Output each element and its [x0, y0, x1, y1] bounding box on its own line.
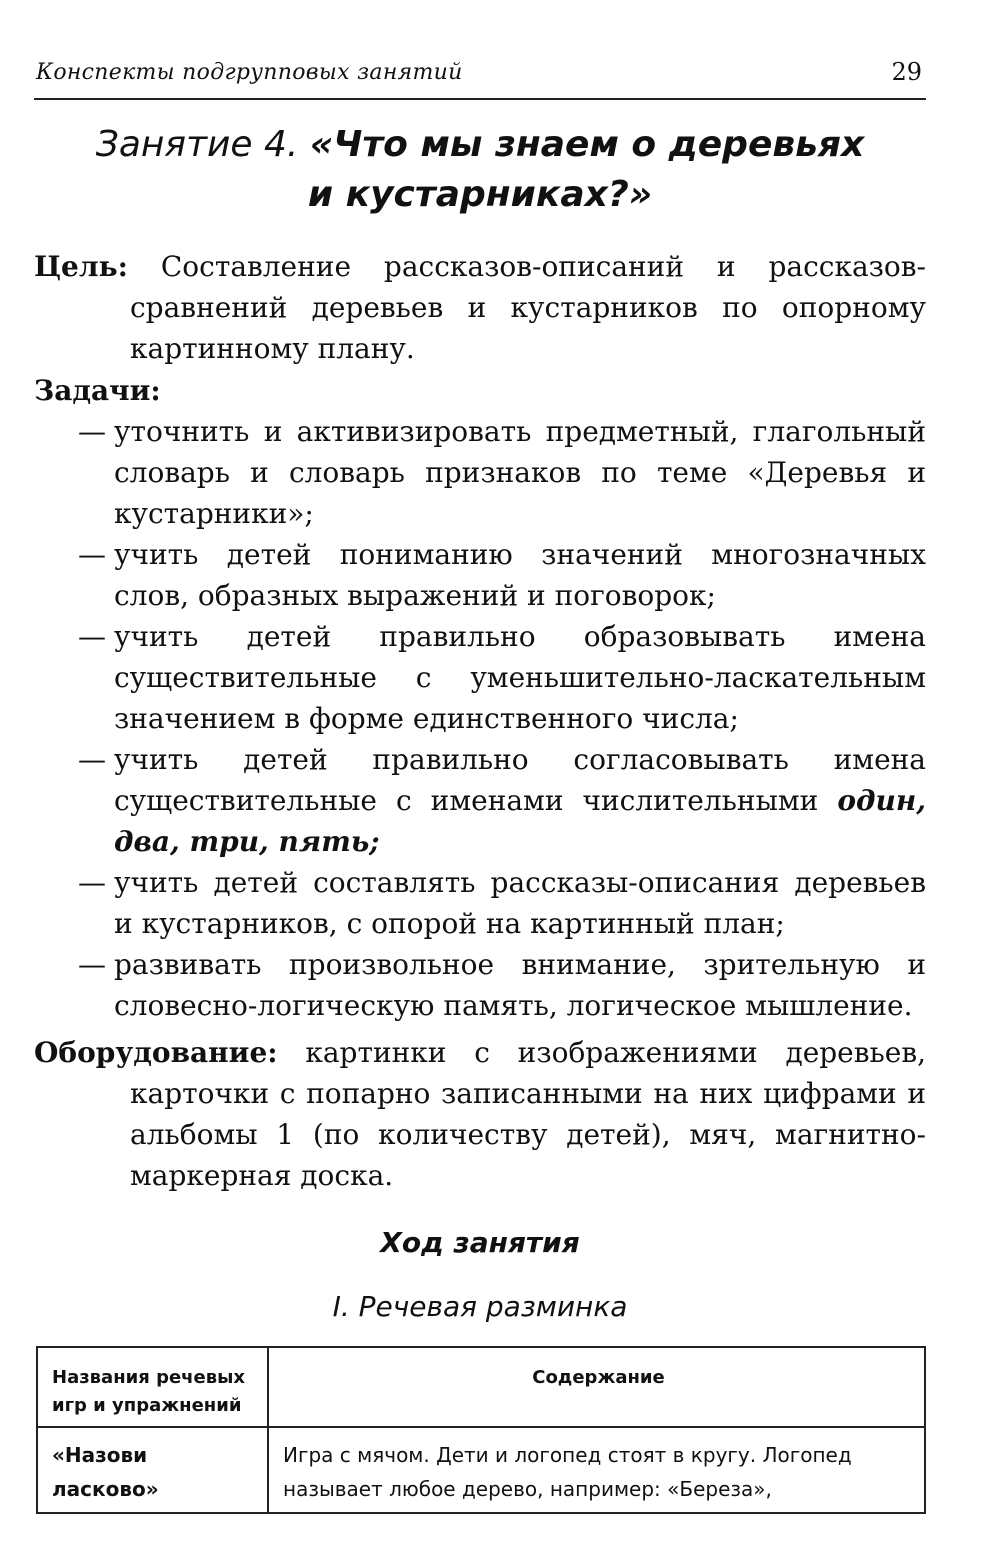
- game-content-cell: Игра с мячом. Дети и логопед стоят в кругу. Логопед называет любое дерево, например: «Береза»,: [268, 1427, 925, 1513]
- running-header: [34, 56, 926, 100]
- table-row: [37, 1427, 925, 1513]
- dash-mark: —: [78, 538, 106, 571]
- task-list: [34, 411, 926, 1026]
- lesson-title: [34, 120, 926, 220]
- equipment-paragraph: [34, 1032, 926, 1196]
- equipment-section: [34, 1032, 926, 1196]
- dash-mark: —: [78, 743, 106, 776]
- lesson-name-part-2: и кустарниках?»: [307, 174, 653, 215]
- lesson-title-line-1: [34, 120, 926, 170]
- game-name-cell: «Назови ласково»: [37, 1427, 268, 1513]
- task-item: — учить детей пониманию значений многозначных слов, образных выражений и поговорок;: [34, 534, 926, 616]
- goal-text: Составление рассказов-описаний и рассказов-сравнений деревьев и кустарников по опорному картинному плану.: [130, 250, 926, 365]
- dash-mark: —: [78, 620, 106, 653]
- dash-mark: —: [78, 866, 106, 899]
- equipment-text: картинки с изображениями деревьев, карточки с попарно записанными на них цифрами и альбомы 1 (по количеству детей), мяч, магнитно-маркерная доска.: [130, 1036, 926, 1192]
- table-header-row: [37, 1347, 925, 1427]
- goal-paragraph: [34, 246, 926, 369]
- dash-mark: —: [78, 948, 106, 981]
- task-item: — учить детей правильно согласовывать имена существительные с именами числительными один, два, три, пять;: [34, 739, 926, 862]
- section-heading: I. Речевая разминка: [332, 1290, 628, 1323]
- task-item: — развивать произвольное внимание, зрительную и словесно-логическую память, логическое мышление.: [34, 944, 926, 1026]
- numerals-emphasis: один, два, три, пять;: [114, 784, 926, 858]
- tasks-section: [34, 370, 926, 1026]
- tasks-label: Задачи:: [34, 374, 161, 407]
- goal-label: Цель:: [34, 250, 128, 283]
- goal-section: [34, 246, 926, 369]
- course-heading: Ход занятия: [380, 1226, 580, 1259]
- column-header-names: Названия речевых игр и упражнений: [37, 1347, 268, 1427]
- lesson-name-part-1: «Что мы знаем о деревьях: [309, 124, 865, 165]
- equipment-label: Оборудование:: [34, 1036, 278, 1069]
- task-item: — уточнить и активизировать предметный, глагольный словарь и словарь признаков по теме «Деревья и кустарники»;: [34, 411, 926, 534]
- page-number: 29: [891, 58, 922, 86]
- task-item: — учить детей составлять рассказы-описания деревьев и кустарников, с опорой на картинный план;: [34, 862, 926, 944]
- running-title: Конспекты подгрупповых занятий: [36, 60, 463, 85]
- dash-mark: —: [78, 415, 106, 448]
- lesson-number: Занятие 4.: [95, 124, 299, 165]
- speech-games-table: [36, 1346, 926, 1514]
- task-item: — учить детей правильно образовывать имена существительные с уменьшительно-ласкательным значением в форме единственного числа;: [34, 616, 926, 739]
- column-header-content: Содержание: [268, 1347, 925, 1427]
